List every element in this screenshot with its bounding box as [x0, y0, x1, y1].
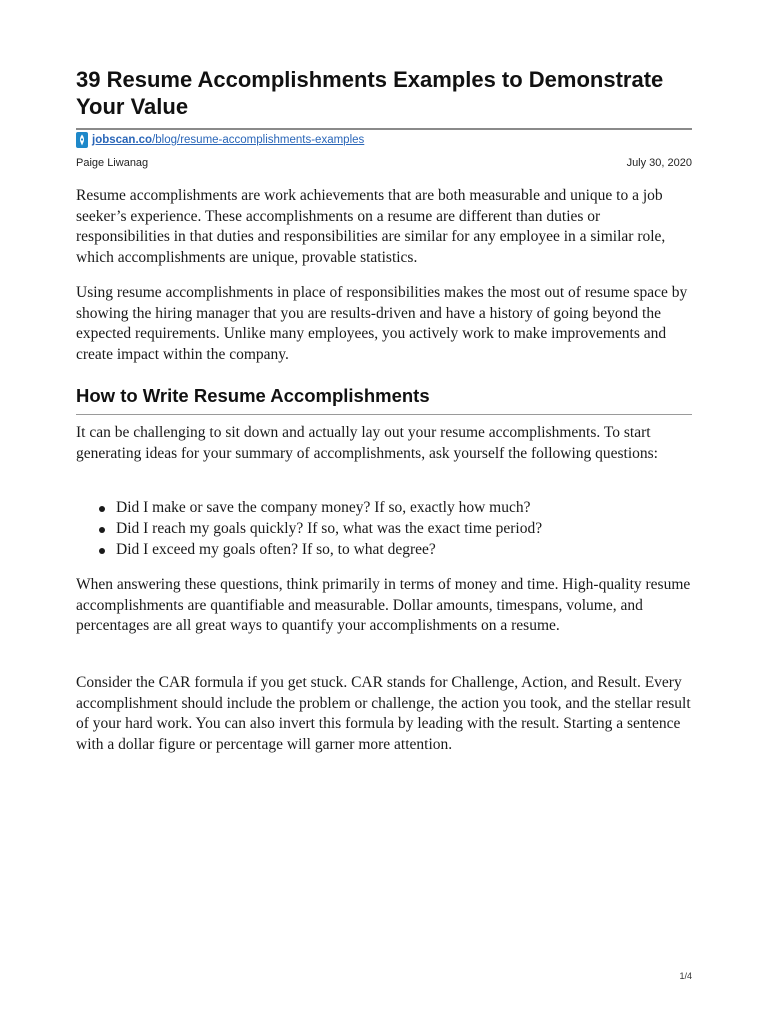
- section-paragraph-2: When answering these questions, think primarily in terms of money and time. High-quality resume accomplishments are quantifiable and measurable. Dollar amounts, timespans, volume, and percentages are all great ways to quantify your accomplishments on a resume.: [76, 576, 691, 635]
- list-item: Did I exceed my goals often? If so, to what degree?: [76, 540, 696, 561]
- intro-paragraph-2: Using resume accomplishments in place of responsibilities makes the most out of resume space by showing the hiring manager that you are results-driven and have a history of going beyond the expected requirements. Unlike many employees, you actively work to make improvements and create impact within the company.: [76, 284, 688, 363]
- section-paragraph-1: It can be challenging to sit down and actually lay out your resume accomplishments. To start generating ideas for your summary of accomplishments, ask yourself the following questions:: [76, 424, 658, 462]
- publish-date: July 30, 2020: [626, 157, 692, 169]
- list-item: Did I make or save the company money? If so, exactly how much?: [76, 498, 696, 519]
- source-domain[interactable]: jobscan.co: [92, 134, 153, 146]
- author-name: Paige Liwanag: [76, 157, 149, 169]
- title-divider: [76, 128, 692, 130]
- document-title: 39 Resume Accomplishments Examples to Demonstrate Your Value: [76, 67, 664, 119]
- section-divider: [76, 414, 692, 415]
- source-link[interactable]: [76, 131, 364, 149]
- section-heading: How to Write Resume Accomplishments: [76, 385, 430, 406]
- page-number: 1/4: [679, 971, 692, 981]
- source-path[interactable]: /blog/resume-accomplishments-examples: [152, 134, 365, 146]
- section-paragraph-3: Consider the CAR formula if you get stuck. CAR stands for Challenge, Action, and Result. Every accomplishment should include the problem or challenge, the action you took, and the stellar result of your hard work. You can also invert this formula by leading with the result. Starting a sentence with a dollar figure or percentage will garner more attention.: [76, 674, 691, 753]
- question-list: [76, 498, 696, 560]
- list-item: Did I reach my goals quickly? If so, what was the exact time period?: [76, 519, 696, 540]
- jobscan-logo-icon: [76, 132, 88, 148]
- intro-paragraph-1: Resume accomplishments are work achievements that are both measurable and unique to a job seeker’s experience. These accomplishments on a resume are different than duties or responsibilities in that duties and responsibilities are similar for any employee in a similar role, which accomplishments are unique, provable statistics.: [76, 187, 666, 266]
